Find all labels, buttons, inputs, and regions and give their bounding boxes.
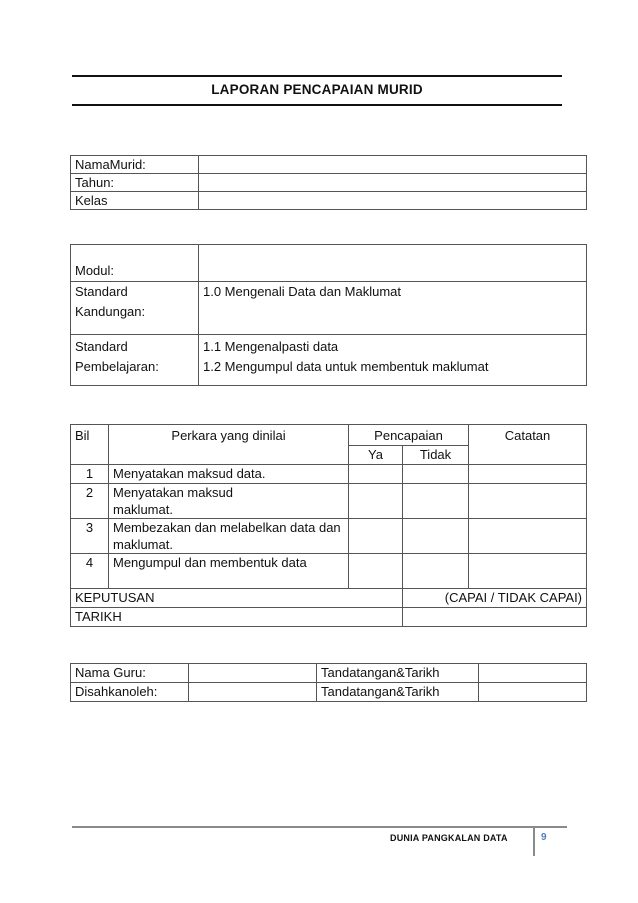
table-row (71, 156, 587, 174)
ya-cell[interactable] (349, 465, 403, 484)
catatan-cell[interactable] (469, 465, 587, 484)
ya-cell[interactable] (349, 519, 403, 554)
student-class-field[interactable] (199, 192, 587, 210)
table-row (71, 245, 587, 282)
title-rule-top (72, 75, 562, 77)
disahkan-sign-field[interactable] (479, 683, 587, 702)
assessment-table (70, 424, 587, 627)
page-title: LAPORAN PENCAPAIAN MURID (211, 82, 423, 97)
page-number: 9 (541, 832, 547, 843)
sp-label-text: Standard Pembelajaran: (75, 339, 159, 374)
ya-header: Ya (349, 446, 403, 465)
catatan-header: Catatan (469, 425, 587, 465)
row-perkara-text: Membezakan dan melabelkan data dan maklumat. (113, 520, 341, 552)
sk-label-text: Standard Kandungan: (75, 284, 146, 319)
table-row (71, 425, 587, 446)
student-year-field[interactable] (199, 174, 587, 192)
module-table (70, 244, 587, 386)
table-row (71, 589, 587, 608)
footer-text: DUNIA PANGKALAN DATA (390, 833, 508, 843)
row-bil: 2 (71, 484, 109, 519)
student-info-table (70, 155, 587, 210)
tidak-cell[interactable] (403, 554, 469, 589)
title-rule-bottom (72, 104, 562, 106)
catatan-cell[interactable] (469, 484, 587, 519)
standard-kandungan-value: 1.0 Mengenali Data dan Maklumat (199, 282, 587, 335)
tarikh-label: TARIKH (71, 608, 403, 627)
standard-pembelajaran-label (71, 335, 199, 386)
modul-label: Modul: (71, 245, 199, 282)
guru-sign-field[interactable] (479, 664, 587, 683)
student-class-label: Kelas (71, 192, 199, 210)
row-perkara: Menyatakan maksud data. (109, 465, 349, 484)
tidak-cell[interactable] (403, 465, 469, 484)
sign-label: Tandatangan&Tarikh (317, 683, 479, 702)
sp-item-2: 1.2 Mengumpul data untuk membentuk maklumat (203, 359, 489, 374)
guru-label: Nama Guru: (71, 664, 189, 683)
table-row (71, 664, 587, 683)
pencapaian-header: Pencapaian (349, 425, 469, 446)
bil-header: Bil (71, 425, 109, 465)
table-row (71, 554, 587, 589)
row-perkara-text: Mengumpul dan membentuk data (113, 555, 307, 570)
row-perkara-text: Menyatakan maksud maklumat. (113, 485, 233, 517)
row-perkara (109, 519, 349, 554)
table-row (71, 335, 587, 386)
disahkan-field[interactable] (189, 683, 317, 702)
sp-item-1: 1.1 Mengenalpasti data (203, 339, 339, 354)
perkara-header: Perkara yang dinilai (109, 425, 349, 465)
catatan-cell[interactable] (469, 554, 587, 589)
footer-divider (72, 826, 567, 828)
row-bil: 1 (71, 465, 109, 484)
catatan-cell[interactable] (469, 519, 587, 554)
row-bil: 4 (71, 554, 109, 589)
tarikh-field[interactable] (403, 608, 587, 627)
row-bil: 3 (71, 519, 109, 554)
student-year-label: Tahun: (71, 174, 199, 192)
sign-label: Tandatangan&Tarikh (317, 664, 479, 683)
table-row (71, 683, 587, 702)
table-row (71, 608, 587, 627)
ya-cell[interactable] (349, 484, 403, 519)
student-name-label: NamaMurid: (71, 156, 199, 174)
table-row (71, 465, 587, 484)
tidak-cell[interactable] (403, 519, 469, 554)
tidak-header: Tidak (403, 446, 469, 465)
keputusan-label: KEPUTUSAN (71, 589, 403, 608)
row-perkara (109, 554, 349, 589)
keputusan-value[interactable]: (CAPAI / TIDAK CAPAI) (403, 589, 587, 608)
disahkan-label: Disahkanoleh: (71, 683, 189, 702)
table-row (71, 174, 587, 192)
table-row (71, 192, 587, 210)
ya-cell[interactable] (349, 554, 403, 589)
standard-kandungan-label (71, 282, 199, 335)
tidak-cell[interactable] (403, 484, 469, 519)
standard-pembelajaran-values (199, 335, 587, 386)
row-perkara (109, 484, 349, 519)
student-name-field[interactable] (199, 156, 587, 174)
signoff-table (70, 663, 587, 702)
table-row (71, 484, 587, 519)
modul-field[interactable] (199, 245, 587, 282)
table-row (71, 519, 587, 554)
table-row (71, 282, 587, 335)
footer-separator (533, 826, 535, 856)
guru-field[interactable] (189, 664, 317, 683)
